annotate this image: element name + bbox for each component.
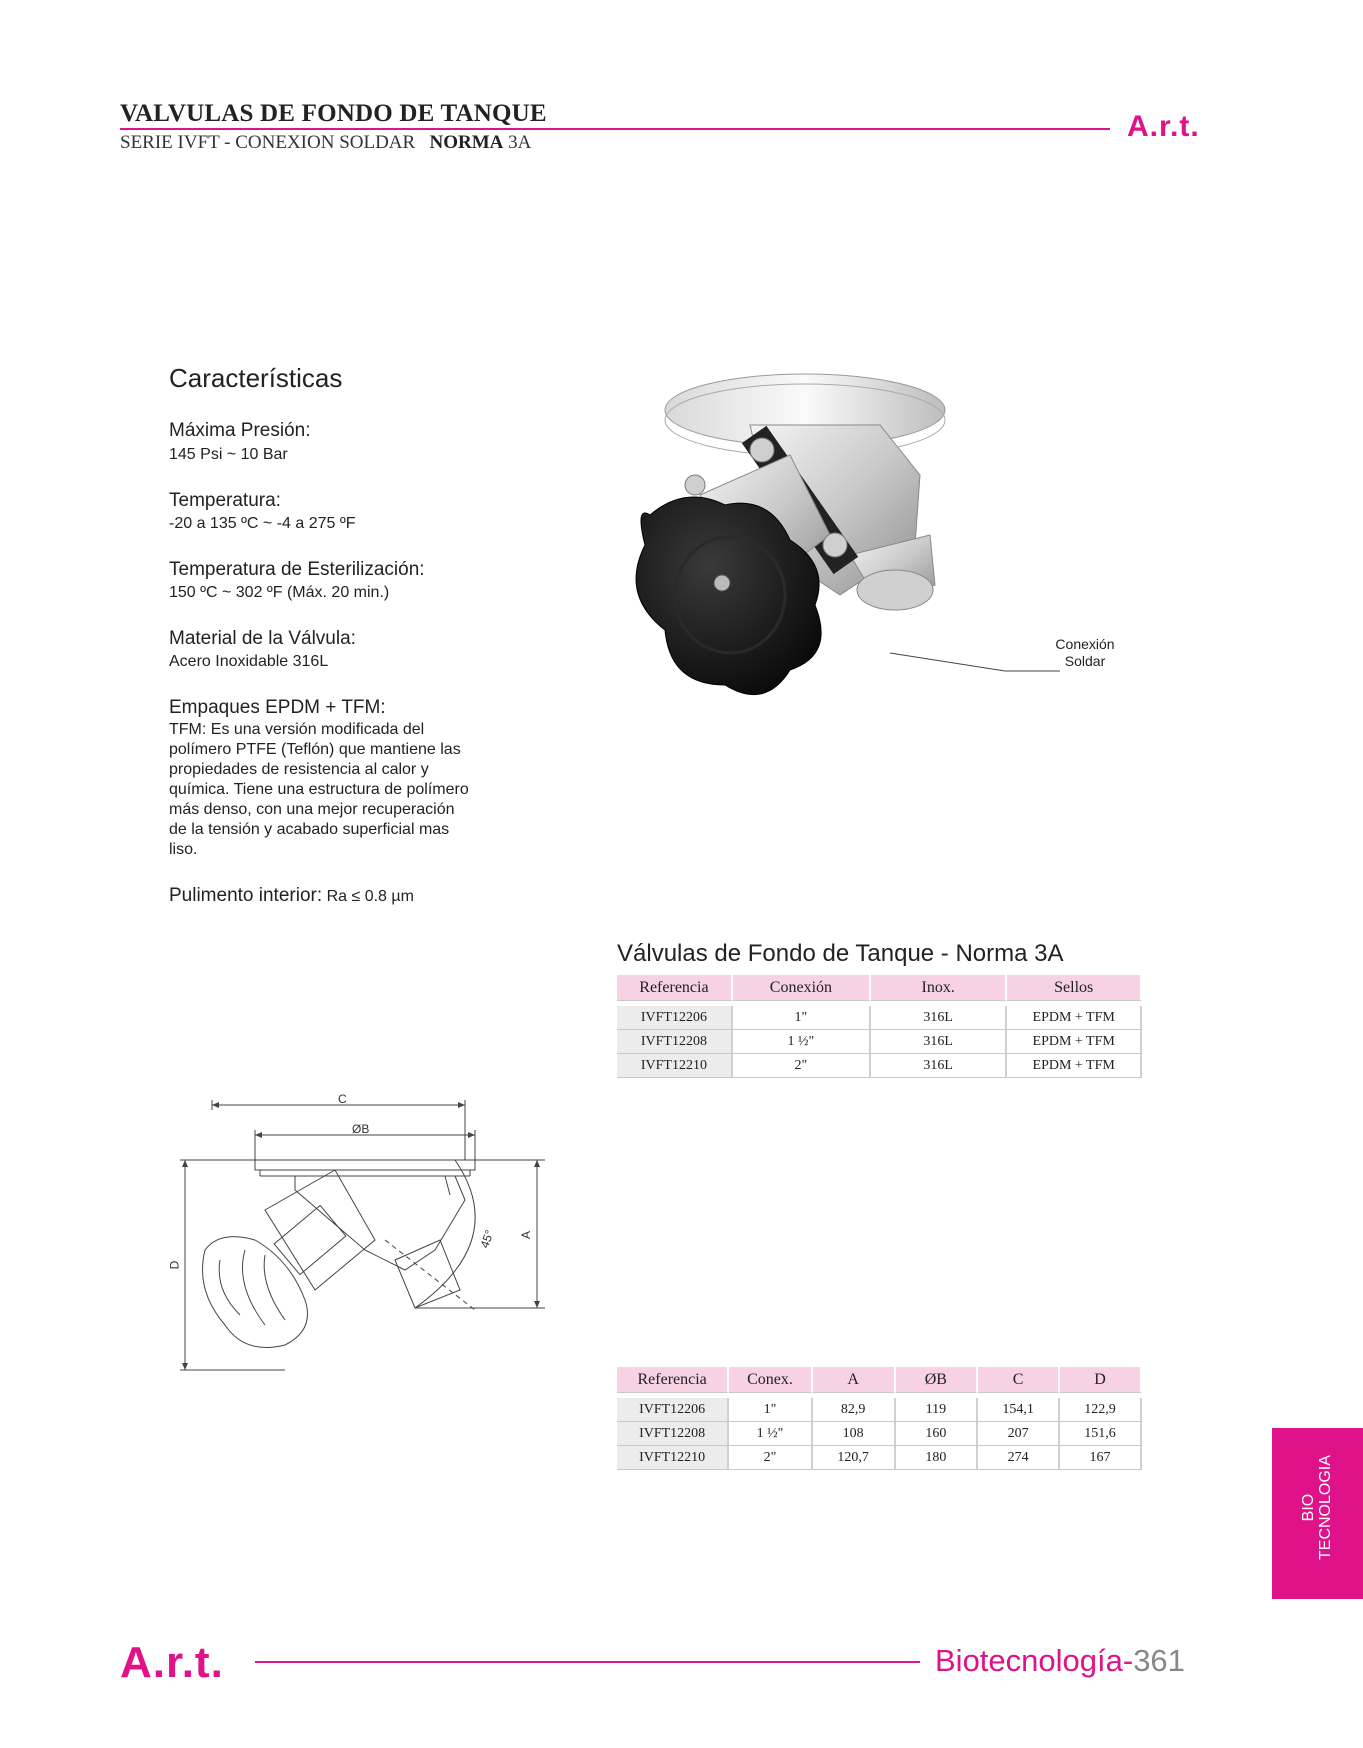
footer-logo: A.r.t. bbox=[120, 1638, 224, 1687]
table-cell: EPDM + TFM bbox=[1007, 1006, 1142, 1030]
section-tab-label bbox=[1300, 1455, 1334, 1560]
table-cell: 160 bbox=[896, 1422, 979, 1446]
table-cell: 274 bbox=[978, 1446, 1060, 1470]
connection-label bbox=[1035, 636, 1135, 670]
table-cell: EPDM + TFM bbox=[1007, 1030, 1142, 1054]
polish-label: Pulimento interior: bbox=[169, 885, 323, 906]
footer-rule bbox=[255, 1661, 920, 1663]
table-cell: 120,7 bbox=[813, 1446, 896, 1470]
table-header-row bbox=[617, 1367, 1142, 1393]
table-cell: 207 bbox=[978, 1422, 1060, 1446]
dim-label-b: ØB bbox=[352, 1122, 370, 1136]
table-cell: IVFT12206 bbox=[617, 1398, 729, 1422]
table-cell: 1" bbox=[733, 1006, 871, 1030]
valve-photo bbox=[630, 365, 1060, 805]
connection-label-line2: Soldar bbox=[1064, 653, 1106, 669]
table-cell: 2" bbox=[729, 1446, 812, 1470]
spec-label-temperature: Temperatura: bbox=[169, 490, 281, 511]
table-cell: 316L bbox=[871, 1006, 1007, 1030]
table1-title: Válvulas de Fondo de Tanque - Norma 3A bbox=[617, 940, 1064, 967]
col-header: Sellos bbox=[1007, 975, 1142, 1001]
section-tab-line1: BIO bbox=[1300, 1493, 1317, 1522]
table-cell: IVFT12210 bbox=[617, 1446, 729, 1470]
section-tab-line2: TECNOLOGIA bbox=[1317, 1455, 1334, 1560]
table-cell: IVFT12208 bbox=[617, 1030, 733, 1054]
dim-label-a: A bbox=[519, 1230, 534, 1240]
dimensions-table bbox=[617, 1367, 1142, 1470]
table-cell: EPDM + TFM bbox=[1007, 1054, 1142, 1078]
table-cell: 154,1 bbox=[978, 1398, 1060, 1422]
table-row bbox=[617, 1054, 1142, 1078]
table-cell: IVFT12206 bbox=[617, 1006, 733, 1030]
spec-label-pressure: Máxima Presión: bbox=[169, 420, 311, 441]
dim-label-c: C bbox=[338, 1092, 347, 1106]
dimension-drawing bbox=[165, 1090, 575, 1380]
spec-value-material: Acero Inoxidable 316L bbox=[169, 653, 329, 670]
page-subtitle bbox=[120, 132, 531, 154]
header-logo: A.r.t. bbox=[1127, 110, 1200, 143]
table-cell: 180 bbox=[896, 1446, 979, 1470]
table-row bbox=[617, 1398, 1142, 1422]
table-row bbox=[617, 1006, 1142, 1030]
table-row bbox=[617, 1030, 1142, 1054]
subtitle-norm-value: 3A bbox=[508, 132, 532, 153]
col-header: Conexión bbox=[733, 975, 871, 1001]
subtitle-series: SERIE IVFT - CONEXION SOLDAR bbox=[120, 132, 416, 153]
dim-label-d: D bbox=[167, 1260, 182, 1270]
table-cell: 82,9 bbox=[813, 1398, 896, 1422]
spec-label-gaskets: Empaques EPDM + TFM: bbox=[169, 697, 386, 718]
page-number: 361 bbox=[1133, 1643, 1185, 1678]
table-cell: 108 bbox=[813, 1422, 896, 1446]
table-cell: 122,9 bbox=[1060, 1398, 1142, 1422]
table-cell: 167 bbox=[1060, 1446, 1142, 1470]
table-cell: 151,6 bbox=[1060, 1422, 1142, 1446]
characteristics-heading: Características bbox=[169, 363, 343, 393]
spec-label-sterilization: Temperatura de Esterilización: bbox=[169, 559, 425, 580]
table-cell: 119 bbox=[896, 1398, 979, 1422]
col-header: C bbox=[978, 1367, 1060, 1393]
dim-label-angle: 45° bbox=[477, 1228, 497, 1250]
references-table bbox=[617, 975, 1142, 1078]
col-header: Conex. bbox=[729, 1367, 812, 1393]
table-cell: 1" bbox=[729, 1398, 812, 1422]
col-header: Referencia bbox=[617, 1367, 729, 1393]
spec-value-temperature: -20 a 135 ºC ~ -4 a 275 ºF bbox=[169, 515, 356, 532]
footer-section-name: Biotecnología- bbox=[935, 1643, 1134, 1678]
connection-label-line1: Conexión bbox=[1055, 636, 1115, 652]
spec-label-material: Material de la Válvula: bbox=[169, 628, 356, 649]
table-cell: 316L bbox=[871, 1054, 1007, 1078]
table-cell: IVFT12210 bbox=[617, 1054, 733, 1078]
table-header-row bbox=[617, 975, 1142, 1001]
col-header: ØB bbox=[896, 1367, 979, 1393]
spec-value-sterilization: 150 ºC ~ 302 ºF (Máx. 20 min.) bbox=[169, 584, 390, 601]
header-rule bbox=[120, 128, 1110, 130]
footer-section bbox=[935, 1643, 1185, 1679]
table-cell: 1 ½" bbox=[733, 1030, 871, 1054]
table-row bbox=[617, 1422, 1142, 1446]
col-header: D bbox=[1060, 1367, 1142, 1393]
page-title: VALVULAS DE FONDO DE TANQUE bbox=[120, 100, 547, 127]
subtitle-norm: NORMA bbox=[429, 132, 504, 153]
table-cell: IVFT12208 bbox=[617, 1422, 729, 1446]
table-cell: 1 ½" bbox=[729, 1422, 812, 1446]
spec-value-pressure: 145 Psi ~ 10 Bar bbox=[169, 446, 288, 463]
col-header: Inox. bbox=[871, 975, 1007, 1001]
col-header: A bbox=[813, 1367, 896, 1393]
polish-spec bbox=[169, 885, 414, 907]
col-header: Referencia bbox=[617, 975, 733, 1001]
spec-value-gaskets: TFM: Es una versión modificada del polímero PTFE (Teflón) que mantiene las propiedades de resistencia al calor y química. Tiene una estructura de polímero más denso, con una mejor recuperación de la tensión y acabado superficial mas liso. bbox=[169, 721, 469, 858]
polish-value: Ra ≤ 0.8 µm bbox=[326, 888, 414, 905]
table-row bbox=[617, 1446, 1142, 1470]
table-cell: 2" bbox=[733, 1054, 871, 1078]
table-cell: 316L bbox=[871, 1030, 1007, 1054]
